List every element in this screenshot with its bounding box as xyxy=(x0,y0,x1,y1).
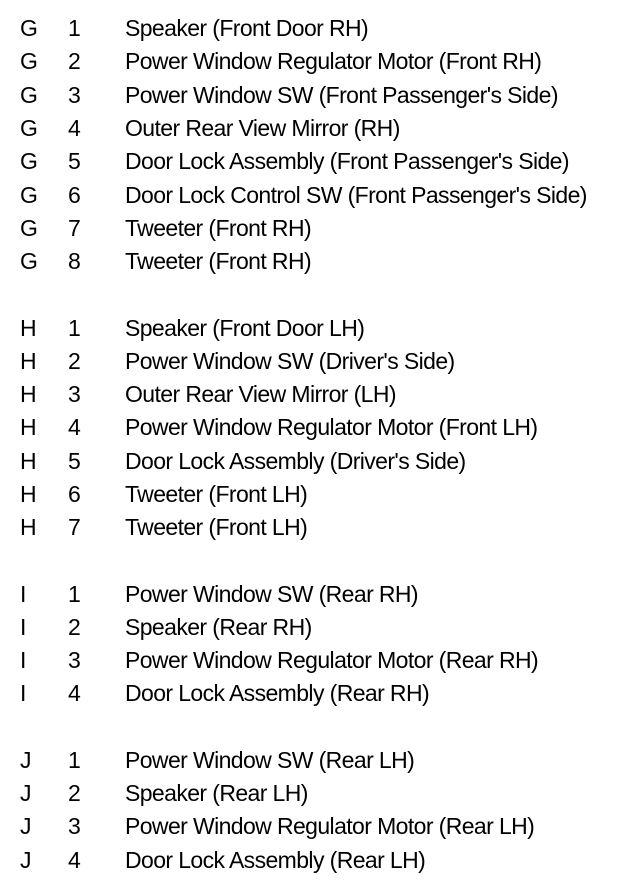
pin-description: Power Window Regulator Motor (Front LH) xyxy=(125,414,538,441)
pin-row xyxy=(0,744,624,777)
pin-number: 4 xyxy=(68,414,81,441)
pin-number: 1 xyxy=(68,746,81,773)
pin-row xyxy=(0,810,624,843)
pin-row xyxy=(0,577,624,610)
pin-row xyxy=(0,445,624,478)
connector-code: G xyxy=(20,48,38,75)
pin-number: 4 xyxy=(68,846,81,873)
pin-row xyxy=(0,411,624,444)
pin-number: 3 xyxy=(68,381,81,408)
connector-code: H xyxy=(20,514,37,541)
connector-code: I xyxy=(20,680,26,707)
pin-description: Power Window SW (Driver's Side) xyxy=(125,347,455,374)
pin-number: 7 xyxy=(68,514,81,541)
connector-code: J xyxy=(20,846,31,873)
connector-code: G xyxy=(20,181,38,208)
pin-row xyxy=(0,378,624,411)
pin-description: Power Window SW (Rear LH) xyxy=(125,746,415,773)
pin-row xyxy=(0,844,624,877)
pin-row xyxy=(0,311,624,344)
pin-number: 1 xyxy=(68,314,81,341)
connector-code: J xyxy=(20,813,31,840)
pin-row xyxy=(0,245,624,278)
pin-row xyxy=(0,478,624,511)
pin-description: Door Lock Control SW (Front Passenger's Side) xyxy=(125,181,587,208)
pin-row xyxy=(0,677,624,710)
pin-number: 2 xyxy=(68,347,81,374)
pin-description: Power Window Regulator Motor (Rear LH) xyxy=(125,813,535,840)
pin-number: 3 xyxy=(68,647,81,674)
pin-description: Speaker (Rear LH) xyxy=(125,780,308,807)
connector-group xyxy=(0,744,624,877)
pin-description: Speaker (Rear RH) xyxy=(125,613,312,640)
connector-pin-list xyxy=(0,12,624,877)
pin-row xyxy=(0,644,624,677)
connector-code: H xyxy=(20,381,37,408)
connector-code: I xyxy=(20,647,26,674)
pin-description: Power Window Regulator Motor (Front RH) xyxy=(125,48,542,75)
pin-number: 6 xyxy=(68,481,81,507)
pin-row xyxy=(0,511,624,544)
connector-code: G xyxy=(20,148,38,175)
connector-group xyxy=(0,577,624,710)
pin-description: Speaker (Front Door LH) xyxy=(125,314,365,341)
pin-number: 5 xyxy=(68,447,81,474)
pin-number: 1 xyxy=(68,15,81,42)
pin-number: 2 xyxy=(68,613,81,640)
pin-number: 1 xyxy=(68,580,81,607)
pin-description: Outer Rear View Mirror (RH) xyxy=(125,115,400,142)
connector-code: H xyxy=(20,314,37,341)
pin-description: Speaker (Front Door RH) xyxy=(125,15,369,42)
pin-description: Tweeter (Front LH) xyxy=(125,481,308,507)
pin-description: Power Window SW (Front Passenger's Side) xyxy=(125,81,558,108)
connector-code: G xyxy=(20,248,38,275)
pin-number: 2 xyxy=(68,48,81,75)
pin-row xyxy=(0,112,624,145)
connector-code: G xyxy=(20,115,38,142)
connector-code: G xyxy=(20,15,38,42)
connector-code: J xyxy=(20,746,31,773)
pin-number: 4 xyxy=(68,115,81,142)
connector-code: H xyxy=(20,481,37,507)
connector-code: I xyxy=(20,580,26,607)
pin-row xyxy=(0,178,624,211)
pin-description: Power Window SW (Rear RH) xyxy=(125,580,418,607)
connector-code: H xyxy=(20,347,37,374)
pin-row xyxy=(0,12,624,45)
pin-description: Door Lock Assembly (Rear RH) xyxy=(125,680,430,707)
pin-row xyxy=(0,611,624,644)
connector-code: G xyxy=(20,81,38,108)
pin-description: Tweeter (Front RH) xyxy=(125,248,312,275)
pin-description: Power Window Regulator Motor (Rear RH) xyxy=(125,647,539,674)
pin-description: Tweeter (Front LH) xyxy=(125,514,308,541)
pin-description: Door Lock Assembly (Driver's Side) xyxy=(125,447,466,474)
pin-row xyxy=(0,345,624,378)
pin-description: Tweeter (Front RH) xyxy=(125,214,312,241)
pin-number: 5 xyxy=(68,148,81,175)
connector-group xyxy=(0,12,624,278)
pin-description: Door Lock Assembly (Front Passenger's Side) xyxy=(125,148,569,175)
pin-row xyxy=(0,212,624,245)
pin-number: 3 xyxy=(68,813,81,840)
pin-number: 8 xyxy=(68,248,81,275)
pin-row xyxy=(0,777,624,810)
pin-number: 4 xyxy=(68,680,81,707)
pin-description: Door Lock Assembly (Rear LH) xyxy=(125,846,426,873)
pin-number: 6 xyxy=(68,181,81,208)
connector-code: H xyxy=(20,414,37,441)
pin-row xyxy=(0,79,624,112)
pin-row xyxy=(0,45,624,78)
connector-code: J xyxy=(20,780,31,807)
connector-group xyxy=(0,311,624,544)
pin-number: 7 xyxy=(68,214,81,241)
pin-description: Outer Rear View Mirror (LH) xyxy=(125,381,396,408)
pin-row xyxy=(0,145,624,178)
connector-code: G xyxy=(20,214,38,241)
connector-code: I xyxy=(20,613,26,640)
connector-code: H xyxy=(20,447,37,474)
pin-number: 2 xyxy=(68,780,81,807)
pin-number: 3 xyxy=(68,81,81,108)
